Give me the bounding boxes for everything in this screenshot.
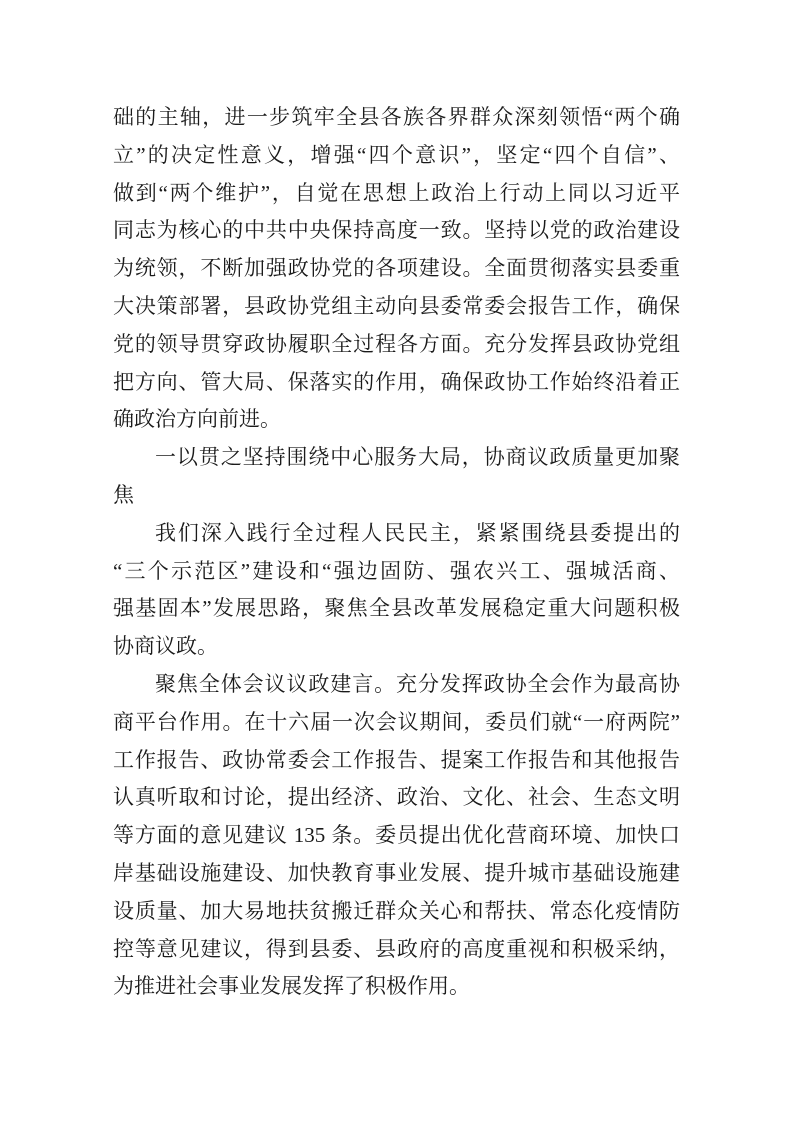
- text-line: 立”的决定性意义，增强“四个意识”，坚定“四个自信”、: [113, 142, 680, 167]
- text-line: 岸基础设施建设、加快教育事业发展、提升城市基础设施建: [113, 860, 680, 885]
- text-line: 把方向、管大局、保落实的作用，确保政协工作始终沿着正: [113, 369, 680, 394]
- text-line: 我们深入践行全过程人民民主，紧紧围绕县委提出的: [155, 520, 680, 545]
- text-line: 焦: [113, 482, 134, 507]
- text-line: 做到“两个维护”，自觉在思想上政治上行动上同以习近平: [113, 180, 680, 205]
- text-line: 确政治方向前进。: [113, 407, 281, 432]
- text-line: 控等意见建议，得到县委、县政府的高度重视和积极采纳，: [113, 936, 680, 961]
- text-line: 强基固本”发展思路，聚焦全县改革发展稳定重大问题积极: [113, 596, 680, 621]
- text-line: 设质量、加大易地扶贫搬迁群众关心和帮扶、常态化疫情防: [113, 898, 680, 923]
- text-line: 等方面的意见建议 135 条。委员提出优化营商环境、加快口: [113, 823, 680, 848]
- document-body: [113, 99, 680, 1006]
- text-line: 为推进社会事业发展发挥了积极作用。: [113, 974, 470, 999]
- text-line: 同志为核心的中共中央保持高度一致。坚持以党的政治建设: [113, 218, 680, 243]
- text-line: 工作报告、政协常委会工作报告、提案工作报告和其他报告: [113, 747, 680, 772]
- text-line: “三个示范区”建设和“强边固防、强农兴工、强城活商、: [113, 558, 680, 583]
- text-line: 认真听取和讨论，提出经济、政治、文化、社会、生态文明: [113, 785, 680, 810]
- text-line: 一以贯之坚持围绕中心服务大局，协商议政质量更加聚: [155, 445, 680, 470]
- text-line: 商平台作用。在十六届一次会议期间，委员们就“一府两院”: [113, 709, 680, 734]
- text-line: 为统领，不断加强政协党的各项建设。全面贯彻落实县委重: [113, 256, 680, 281]
- text-line: 党的领导贯穿政协履职全过程各方面。充分发挥县政协党组: [113, 331, 680, 356]
- text-line: 聚焦全体会议议政建言。充分发挥政协全会作为最高协: [155, 671, 680, 696]
- text-line: 大决策部署，县政协党组主动向县委常委会报告工作，确保: [113, 293, 680, 318]
- text-line: 协商议政。: [113, 634, 218, 659]
- text-line: 础的主轴，进一步筑牢全县各族各界群众深刻领悟“两个确: [113, 105, 680, 129]
